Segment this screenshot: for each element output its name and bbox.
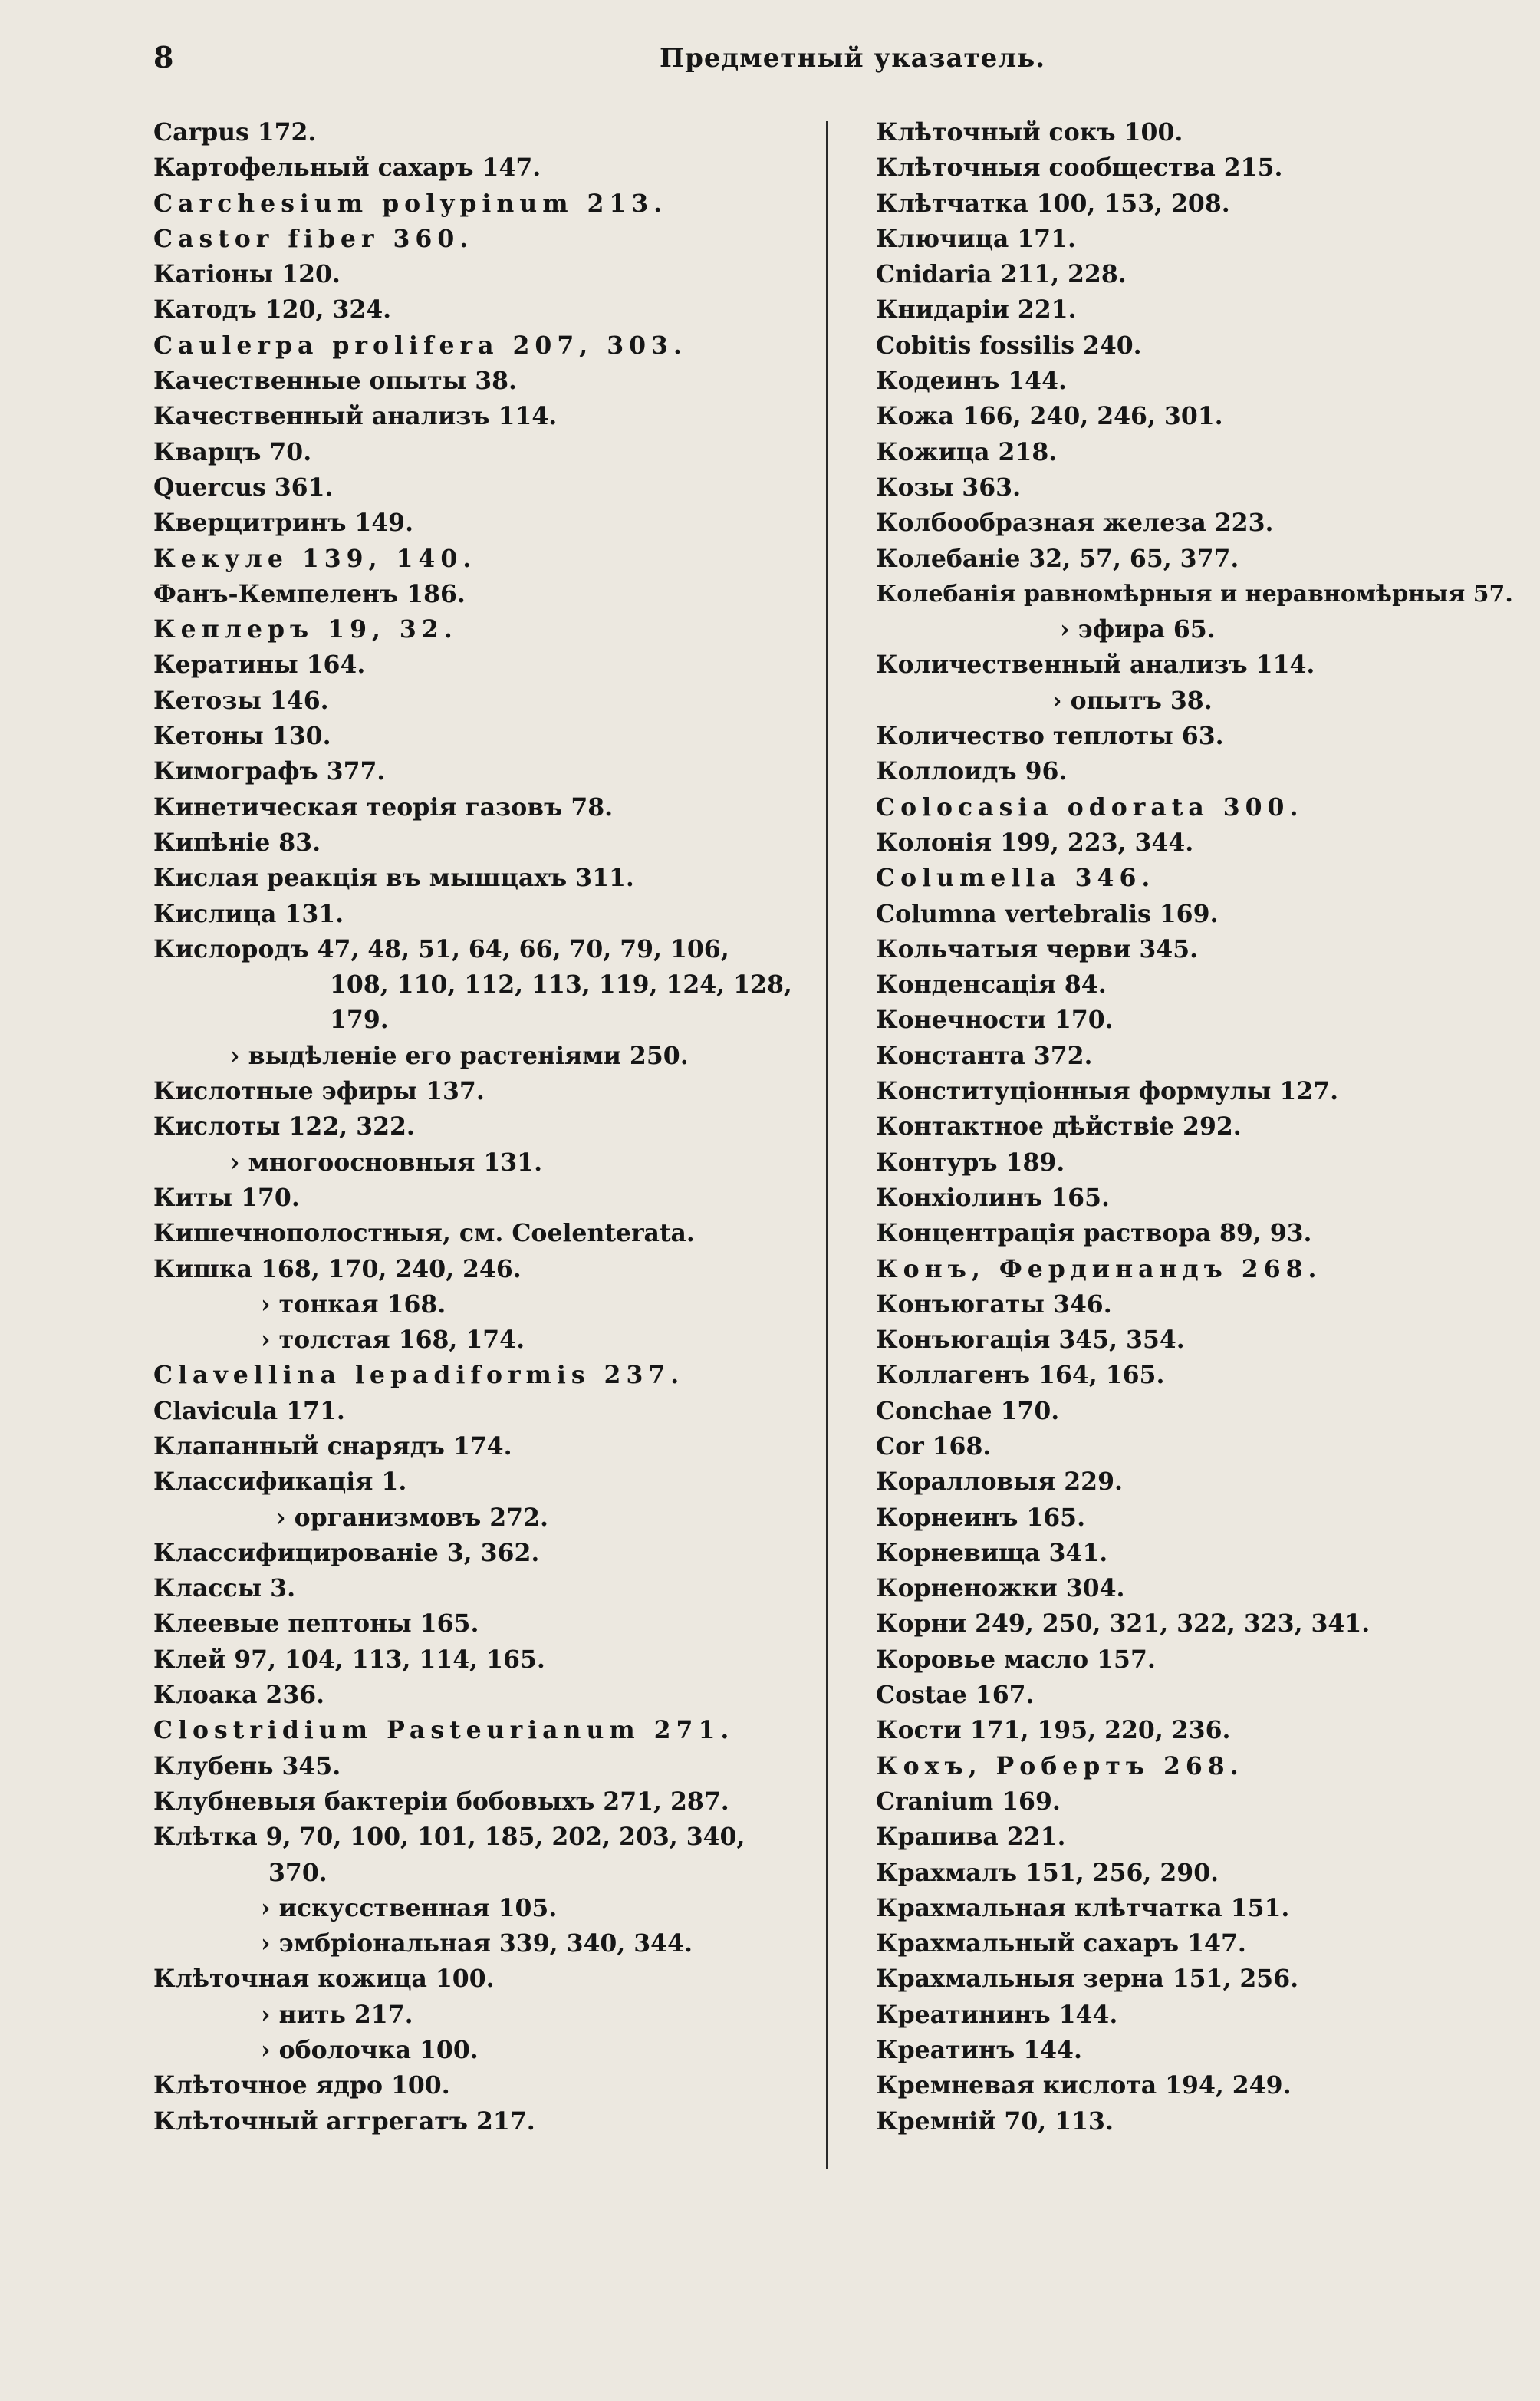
index-entry: Кохъ, Робертъ 268. <box>876 1751 1244 1780</box>
index-entry: Кетозы 146. <box>153 686 329 715</box>
index-subentry: › выдѣленіе его растеніями 250. <box>230 1041 689 1070</box>
index-entry: Cobitis fossilis 240. <box>876 331 1142 360</box>
index-entry: Columella 346. <box>876 864 1156 893</box>
index-entry: Кремній 70, 113. <box>876 2106 1114 2136</box>
index-subentry: › толстая 168, 174. <box>261 1326 525 1355</box>
index-entry: Clostridium Pasteurianum 271. <box>153 1716 735 1745</box>
index-entry: Carchesium polypinum 213. <box>153 189 668 218</box>
index-entry: Коллагенъ 164, 165. <box>876 1361 1165 1390</box>
index-entry: Концентрація раствора 89, 93. <box>876 1219 1312 1248</box>
index-entry: Конъюгація 345, 354. <box>876 1326 1185 1355</box>
index-entry: Книдаріи 221. <box>876 295 1077 324</box>
index-entry: Контактное дѣйствіе 292. <box>876 1112 1242 1141</box>
index-entry: Клубневыя бактеріи бобовыхъ 271, 287. <box>153 1787 729 1816</box>
index-entry: Классификація 1. <box>153 1467 407 1497</box>
column-divider <box>826 121 828 2169</box>
index-entry: Конституціонныя формулы 127. <box>876 1077 1339 1106</box>
index-subentry: › эфира 65. <box>1060 615 1216 644</box>
index-entry: Кожица 218. <box>876 437 1058 466</box>
index-entry: Константа 372. <box>876 1041 1093 1070</box>
index-entry: Качественный анализъ 114. <box>153 402 558 431</box>
index-entry: Кислородъ 47, 48, 51, 64, 66, 70, 79, 106, <box>153 934 729 963</box>
index-entry: Clavellina lepadiformis 237. <box>153 1361 685 1390</box>
index-entry: Кинетическая теорія газовъ 78. <box>153 792 614 822</box>
index-entry: Кольчатыя черви 345. <box>876 934 1199 963</box>
index-entry: Кипѣніе 83. <box>153 828 321 857</box>
index-entry: Колонія 199, 223, 344. <box>876 828 1194 857</box>
index-entry: Классы 3. <box>153 1574 296 1603</box>
index-entry: Корни 249, 250, 321, 322, 323, 341. <box>876 1609 1371 1639</box>
index-entry: Кислоты 122, 322. <box>153 1112 415 1141</box>
index-entry: Крахмальныя зерна 151, 256. <box>876 1965 1299 1994</box>
index-entry: Columna vertebralis 169. <box>876 899 1219 928</box>
index-entry: Крахмалъ 151, 256, 290. <box>876 1858 1219 1887</box>
index-entry: Кишка 168, 170, 240, 246. <box>153 1254 522 1283</box>
index-entry: Крахмальный сахаръ 147. <box>876 1929 1246 1958</box>
index-entry: Корневища 341. <box>876 1538 1108 1567</box>
index-entry: Крахмальная клѣтчатка 151. <box>876 1893 1290 1922</box>
index-subentry: › опытъ 38. <box>1052 686 1213 715</box>
index-entry: Клѣтка 9, 70, 100, 101, 185, 202, 203, 340, <box>153 1823 745 1852</box>
index-entry-continuation: 179. <box>330 1006 389 1035</box>
index-entry: Costae 167. <box>876 1681 1035 1710</box>
index-entry: Колбообразная железа 223. <box>876 509 1274 538</box>
index-entry: Кеплеръ 19, 32. <box>153 615 458 644</box>
index-entry: Кишечнополостныя, см. Coelenterata. <box>153 1219 695 1248</box>
index-entry: Корнеинъ 165. <box>876 1503 1086 1532</box>
index-entry: Кислая реакція въ мышцахъ 311. <box>153 864 634 893</box>
index-entry: Клѣточный сокъ 100. <box>876 118 1183 147</box>
index-entry: Caulerpa prolifera 207, 303. <box>153 331 687 360</box>
index-entry: Кекуле 139, 140. <box>153 544 477 573</box>
index-entry: Castor fiber 360. <box>153 224 474 253</box>
index-entry: Кремневая кислота 194, 249. <box>876 2071 1292 2100</box>
index-entry: Клѣточная кожица 100. <box>153 1965 495 1994</box>
index-entry: Колебанія равномѣрныя и неравномѣрныя 57. <box>876 580 1513 608</box>
index-subentry: › многоосновныя 131. <box>230 1148 543 1177</box>
index-entry: Клѣточныя сообщества 215. <box>876 153 1283 183</box>
index-entry: Киты 170. <box>153 1183 300 1212</box>
index-entry: Cor 168. <box>876 1431 992 1461</box>
index-entry: Кимографъ 377. <box>153 757 386 786</box>
index-subentry: › организмовъ 272. <box>276 1503 548 1532</box>
index-entry: Крапива 221. <box>876 1823 1066 1852</box>
index-entry-continuation: 108, 110, 112, 113, 119, 124, 128, <box>330 970 792 1000</box>
index-entry: Фанъ-Кемпеленъ 186. <box>153 579 466 608</box>
index-entry: Контуръ 189. <box>876 1148 1065 1177</box>
index-entry: Cnidaria 211, 228. <box>876 260 1127 289</box>
page-number: 8 <box>153 40 174 74</box>
index-entry: Клеевые пептоны 165. <box>153 1609 479 1639</box>
left-index-column <box>153 115 828 2139</box>
index-entry: Клапанный снарядъ 174. <box>153 1431 512 1461</box>
index-subentry: › нить 217. <box>261 2000 413 2029</box>
index-entry-continuation: 370. <box>268 1858 327 1887</box>
index-entry: Кверцитринъ 149. <box>153 509 414 538</box>
index-entry: Клѣточный аггрегатъ 217. <box>153 2106 535 2136</box>
index-entry: Количественный анализъ 114. <box>876 650 1315 680</box>
index-entry: Креатинъ 144. <box>876 2036 1082 2065</box>
index-entry: Корненожки 304. <box>876 1574 1125 1603</box>
index-entry: Конъ, Фердинандъ 268. <box>876 1254 1322 1283</box>
index-entry: Конденсація 84. <box>876 970 1107 1000</box>
index-entry: Кости 171, 195, 220, 236. <box>876 1716 1231 1745</box>
index-entry: Кислотные эфиры 137. <box>153 1077 485 1106</box>
index-entry: Клоака 236. <box>153 1681 325 1710</box>
index-entry: Козы 363. <box>876 473 1022 502</box>
index-entry: Коровье масло 157. <box>876 1645 1156 1674</box>
index-entry: Креатининъ 144. <box>876 2000 1118 2029</box>
index-entry: Conchae 170. <box>876 1396 1060 1425</box>
index-entry: Классифицированіе 3, 362. <box>153 1538 540 1567</box>
index-entry: Carpus 172. <box>153 118 317 147</box>
index-subentry: › тонкая 168. <box>261 1289 446 1319</box>
index-entry: Клѣтчатка 100, 153, 208. <box>876 189 1230 218</box>
index-entry: Clavicula 171. <box>153 1396 345 1425</box>
index-entry: Кислица 131. <box>153 899 344 928</box>
index-entry: Клѣточное ядро 100. <box>153 2071 450 2100</box>
index-entry: Кератины 164. <box>153 650 366 680</box>
index-subentry: › оболочка 100. <box>261 2036 479 2065</box>
index-entry: Катодъ 120, 324. <box>153 295 392 324</box>
index-entry: Конхіолинъ 165. <box>876 1183 1110 1212</box>
index-entry: Количество теплоты 63. <box>876 722 1224 751</box>
index-entry: Конечности 170. <box>876 1006 1114 1035</box>
index-subentry: › искусственная 105. <box>261 1893 558 1922</box>
index-entry: Кожа 166, 240, 246, 301. <box>876 402 1223 431</box>
index-subentry: › эмбріональная 339, 340, 344. <box>261 1929 693 1958</box>
index-entry: Катіоны 120. <box>153 260 341 289</box>
index-entry: Конъюгаты 346. <box>876 1289 1112 1319</box>
index-entry: Colocasia odorata 300. <box>876 792 1304 822</box>
index-entry: Quercus 361. <box>153 473 334 502</box>
index-entry: Картофельный сахаръ 147. <box>153 153 541 183</box>
index-entry: Колебаніе 32, 57, 65, 377. <box>876 544 1239 573</box>
index-entry: Кварцъ 70. <box>153 437 312 466</box>
index-entry: Кодеинъ 144. <box>876 367 1067 396</box>
index-entry: Коллоидъ 96. <box>876 757 1068 786</box>
index-entry: Кетоны 130. <box>153 722 331 751</box>
running-head: Предметный указатель. <box>660 43 1046 74</box>
index-entry: Клубень 345. <box>153 1751 341 1780</box>
index-entry: Качественные опыты 38. <box>153 367 517 396</box>
right-index-column <box>876 115 1512 2139</box>
index-entry: Cranium 169. <box>876 1787 1061 1816</box>
index-entry: Клей 97, 104, 113, 114, 165. <box>153 1645 545 1674</box>
index-entry: Коралловыя 229. <box>876 1467 1123 1497</box>
index-entry: Ключица 171. <box>876 224 1076 253</box>
